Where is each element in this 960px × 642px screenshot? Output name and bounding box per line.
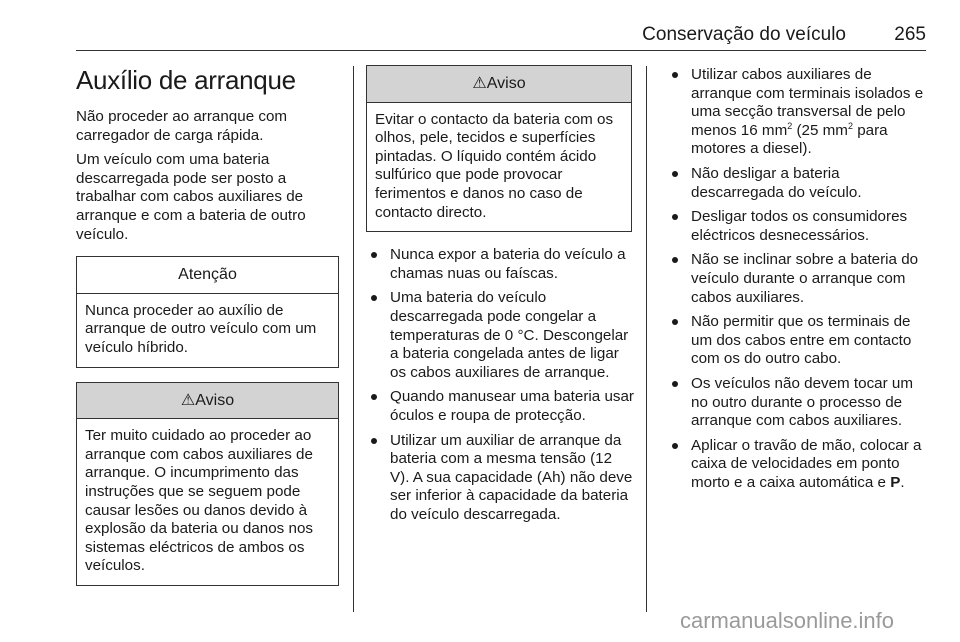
item-text: Não desligar a bateria descarregada do veículo. (691, 164, 862, 201)
item-text: Utilizar cabos auxiliares de arranque com terminais isolados e uma secção transversal de pelo menos 16 mm (691, 66, 924, 139)
bullet-list (366, 246, 634, 524)
list-item (366, 246, 634, 283)
list-item (366, 432, 634, 525)
column-divider (353, 66, 354, 612)
attention-text: Nunca proceder ao auxílio de arranque de outro veículo com um veículo híbrido. (85, 301, 317, 356)
bullet-list (667, 66, 929, 492)
warning-text: Ter muito cuidado ao proceder ao arranque com cabos auxiliares de arranque. O incumprimento das instruções que se seguem pode causar lesões ou danos devido à explosão da bateria ou danos nos sistemas eléctricos de ambos os veículos. (85, 427, 313, 575)
paragraph: Um veículo com uma bateria descarregada pode ser posto a trabalhar com cabos auxiliares de arranque e com a bateria de outro veículo. (76, 151, 306, 243)
list-item (366, 289, 634, 382)
list-item (366, 388, 634, 425)
warning-title: Aviso (195, 391, 235, 409)
list-item (667, 251, 929, 307)
warning-box (366, 65, 632, 232)
list-item (667, 313, 929, 369)
gear-position-p: P (890, 473, 901, 491)
page-header (76, 26, 926, 51)
attention-box (76, 256, 339, 367)
page-number: 265 (894, 24, 926, 45)
column-1 (76, 64, 339, 596)
item-text: Utilizar um auxiliar de arranque da bateria com a mesma tensão (12 V). A sua capacidade (Ah) não deve ser inferior à capacidade da bateria do veículo descarregada. (390, 431, 633, 523)
column-divider (646, 66, 647, 612)
item-text: (25 mm (792, 121, 848, 139)
list-item (667, 165, 929, 202)
item-text: Não se inclinar sobre a bateria do veículo durante o arranque com cabos auxiliares. (691, 251, 919, 306)
item-text: Uma bateria do veículo descarregada pode congelar a temperaturas de 0 °C. Descongelar a bateria congelada antes de ligar os cabos auxiliares de arranque. (390, 289, 629, 381)
item-text: . (900, 473, 905, 491)
item-text: Aplicar o travão de mão, colocar a caixa de velocidades em ponto morto e a caixa automática e (691, 436, 922, 491)
list-item (667, 66, 929, 159)
warning-header (77, 383, 338, 420)
list-item (667, 437, 929, 493)
warning-header (367, 66, 631, 103)
item-text: para motores a diesel). (691, 121, 888, 158)
list-item (667, 208, 929, 245)
warning-triangle-icon: ⚠ (472, 75, 487, 92)
paragraph: Não proceder ao arranque com carregador de carga rápida. (76, 108, 288, 144)
item-text: Quando manusear uma bateria usar óculos e roupa de protecção. (390, 388, 634, 424)
superscript: 2 (787, 120, 793, 131)
item-text: Os veículos não devem tocar um no outro durante o processo de arranque com cabos auxiliares. (691, 374, 914, 430)
item-text: Nunca expor a bateria do veículo a chamas nuas ou faíscas. (390, 246, 626, 282)
warning-title: Aviso (486, 75, 526, 92)
superscript: 2 (847, 120, 853, 131)
list-item (667, 375, 929, 431)
watermark: carmanualsonline.info (680, 608, 895, 633)
heading: Auxílio de arranque (76, 65, 296, 95)
warning-triangle-icon: ⚠ (180, 391, 196, 409)
attention-title: Atenção (77, 257, 338, 294)
column-3 (667, 66, 929, 498)
item-text: Desligar todos os consumidores eléctricos desnecessários. (691, 208, 908, 244)
section-title: Conservação do veículo (642, 24, 846, 45)
column-2 (366, 64, 634, 530)
warning-text: Evitar o contacto da bateria com os olhos, pele, tecidos e superfícies pintadas. O líquido contém ácido sulfúrico que pode provocar ferimentos e danos no caso de contacto directo. (375, 110, 614, 221)
warning-box (76, 382, 339, 586)
item-text: Não permitir que os terminais de um dos cabos entre em contacto com os do outro cabo. (691, 313, 912, 368)
